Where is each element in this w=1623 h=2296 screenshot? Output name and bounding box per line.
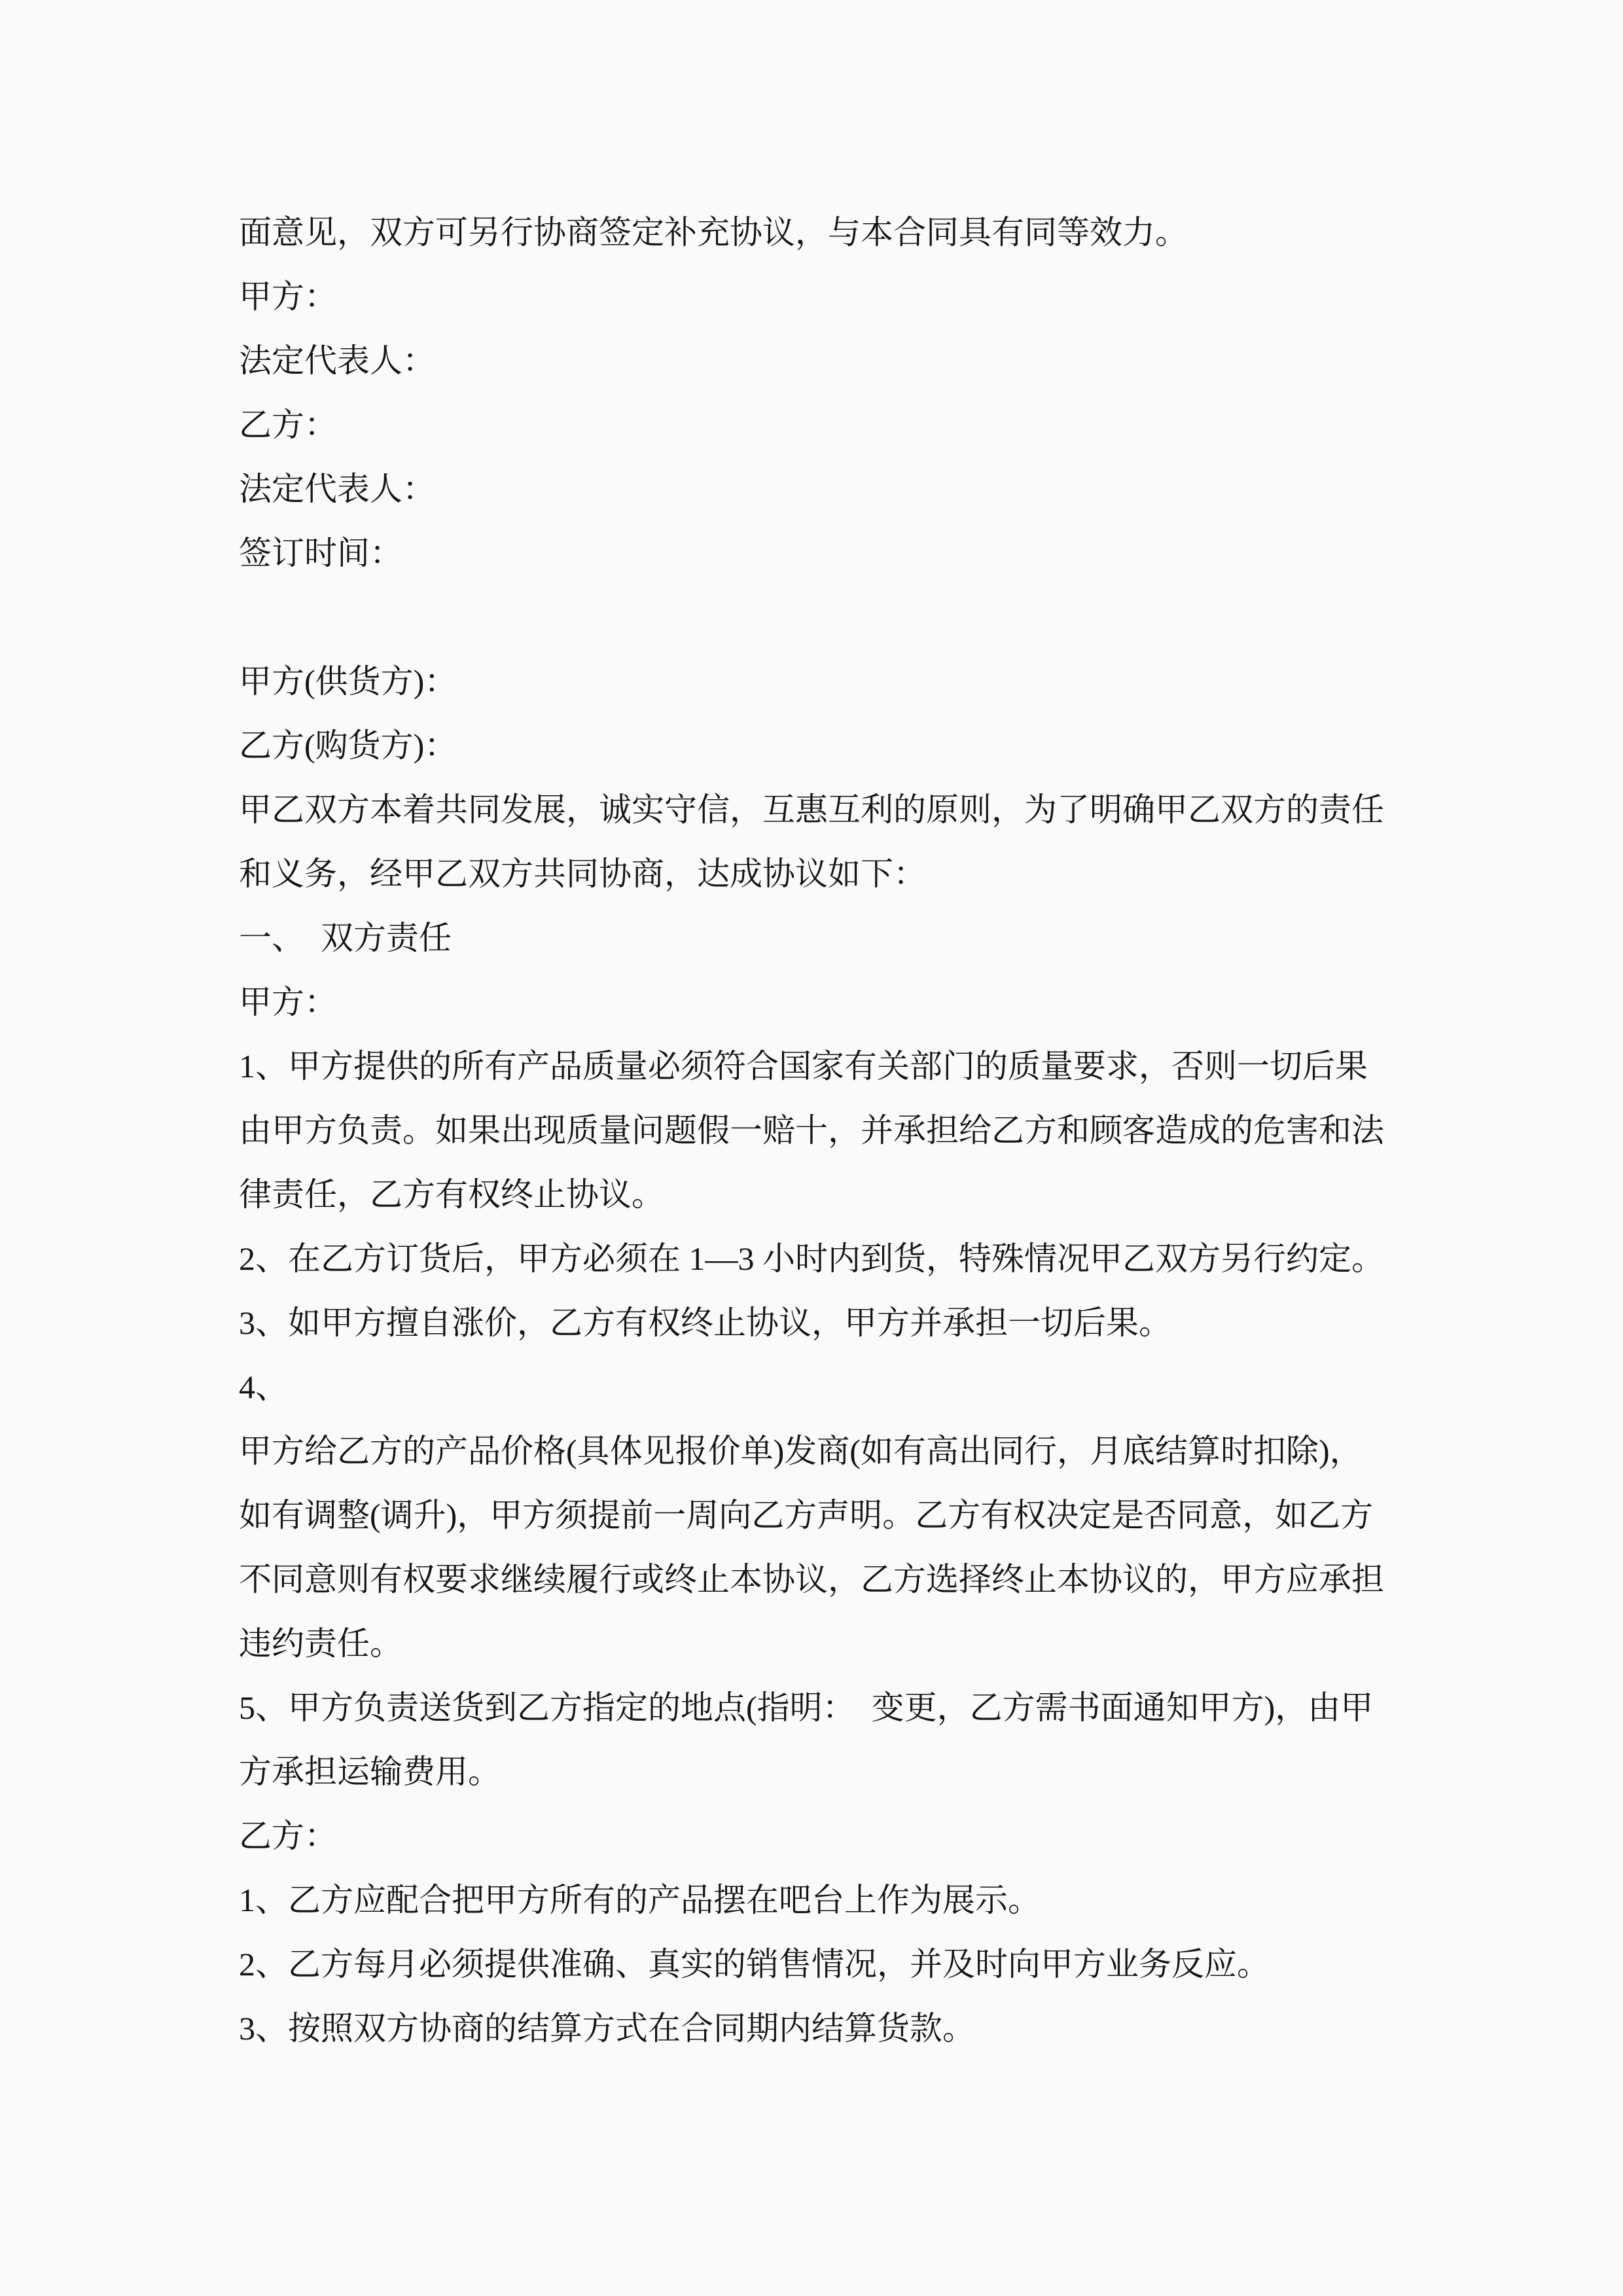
clause-a1-line-2: 由甲方负责。如果出现质量问题假一赔十，并承担给乙方和顾客造成的危害和法 (239, 1112, 1384, 1149)
party-a-label: 甲方： (239, 278, 337, 315)
doc-line-continuation: 面意见，双方可另行协商签定补充协议，与本合同具有同等效力。 (239, 214, 1188, 251)
preamble-line-1: 甲乙双方本着共同发展，诚实守信，互惠互利的原则，为了明确甲乙双方的责任 (239, 791, 1384, 828)
party-b-label: 乙方： (239, 406, 337, 443)
clause-b2: 2、乙方每月必须提供准确、真实的销售情况，并及时向甲方业务反应。 (239, 1946, 1270, 1982)
clause-a1-line-3: 律责任，乙方有权终止协议。 (239, 1176, 664, 1213)
clause-a3: 3、如甲方擅自涨价，乙方有权终止协议，甲方并承担一切后果。 (239, 1304, 1171, 1341)
party-b-duties-label: 乙方： (239, 1818, 337, 1854)
preamble-line-2: 和义务，经甲乙双方共同协商，达成协议如下： (239, 855, 926, 892)
blank-line (239, 585, 1417, 649)
clause-a4-line-2: 如有调整(调升)，甲方须提前一周向乙方声明。乙方有权决定是否同意，如乙方 (239, 1497, 1374, 1534)
party-a-duties-label: 甲方： (239, 984, 337, 1020)
contract-document (239, 200, 1417, 2060)
party-b-purchaser-label: 乙方(购货方)： (239, 727, 457, 764)
clause-a5-line-2: 方承担运输费用。 (239, 1753, 501, 1790)
clause-a4-line-3: 不同意则有权要求继续履行或终止本协议，乙方选择终止本协议的，甲方应承担 (239, 1561, 1384, 1598)
clause-a4-line-1: 甲方给乙方的产品价格(具体见报价单)发商(如有高出同行，月底结算时扣除)， (239, 1433, 1363, 1469)
clause-a5-line-1: 5、甲方负责送货到乙方指定的地点(指明： 变更，乙方需书面通知甲方)，由甲 (239, 1689, 1374, 1726)
signing-date-label: 签订时间： (239, 535, 402, 571)
clause-a4-number: 4、 (239, 1369, 288, 1405)
clause-b3: 3、按照双方协商的结算方式在合同期内结算货款。 (239, 2010, 975, 2047)
section-1-heading: 一、 双方责任 (239, 920, 452, 956)
clause-a2: 2、在乙方订货后，甲方必须在 1—3 小时内到货，特殊情况甲乙双方另行约定。 (239, 1240, 1384, 1277)
clause-b1: 1、乙方应配合把甲方所有的产品摆在吧台上作为展示。 (239, 1882, 1041, 1918)
party-a-supplier-label: 甲方(供货方)： (239, 663, 457, 700)
party-a-legal-rep-label: 法定代表人： (239, 342, 435, 379)
clause-a1-line-1: 1、甲方提供的所有产品质量必须符合国家有关部门的质量要求，否则一切后果 (239, 1048, 1368, 1085)
clause-a4-line-4: 违约责任。 (239, 1625, 402, 1662)
party-b-legal-rep-label: 法定代表人： (239, 471, 435, 507)
